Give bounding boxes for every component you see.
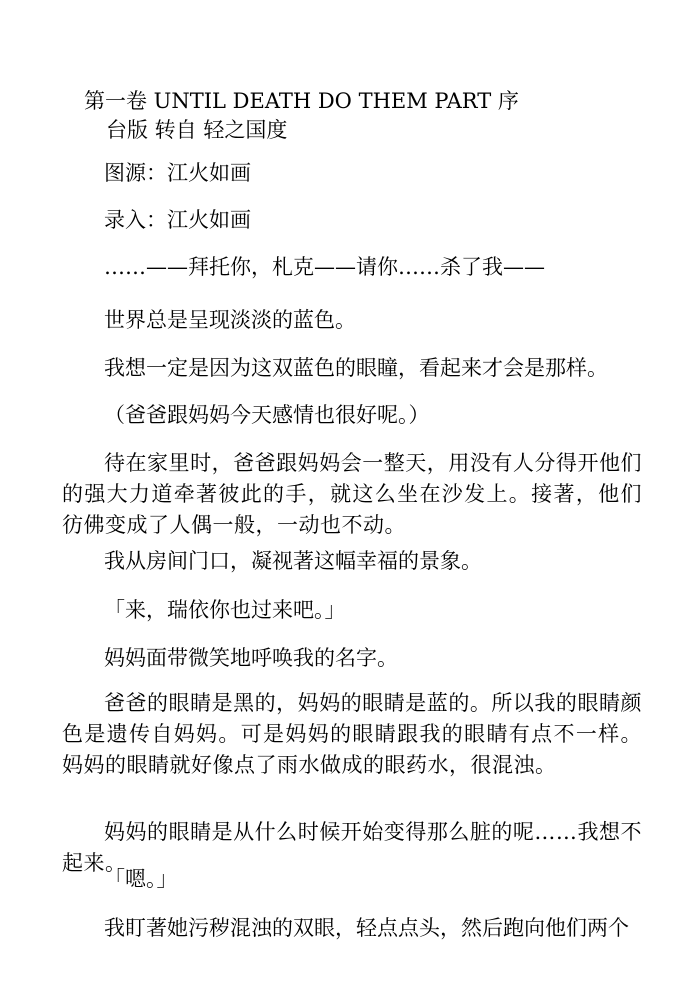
paragraph: 妈妈的眼睛是从什么时候开始变得那么脏的呢……我想不起来。 (62, 820, 642, 875)
edition-subtitle: 台版 转自 轻之国度 (106, 118, 288, 142)
paragraph: （爸爸跟妈妈今天感情也很好呢。） (104, 403, 430, 427)
paragraph: 待在家里时，爸爸跟妈妈会一整天，用没有人分得开他们的强大力道牵著彼此的手，就这么坐在沙发上。接著，他们彷佛变成了人偶一般，一动也不动。 (62, 451, 642, 537)
dialogue-line: 「来，瑞依你也过来吧。」 (104, 598, 346, 622)
typist-credit: 录入：江火如画 (104, 208, 251, 232)
paragraph: 我从房间门口，凝视著这幅幸福的景象。 (104, 549, 482, 573)
paragraph: 我想一定是因为这双蓝色的眼瞳，看起来才会是那样。 (104, 356, 608, 380)
paragraph: 我盯著她污秽混浊的双眼，轻点点头，然后跑向他们两个 (104, 916, 629, 940)
paragraph: ……——拜托你，札克——请你……杀了我—— (104, 255, 545, 279)
paragraph: 世界总是呈现淡淡的蓝色。 (104, 308, 356, 332)
image-source-credit: 图源：江火如画 (104, 161, 251, 185)
dialogue-line: 「嗯。」 (104, 867, 178, 891)
paragraph: 妈妈面带微笑地呼唤我的名字。 (104, 646, 398, 670)
paragraph: 爸爸的眼睛是黑的，妈妈的眼睛是蓝的。所以我的眼睛颜色是遗传自妈妈。可是妈妈的眼睛跟我的眼睛有点不一样。妈妈的眼睛就好像点了雨水做成的眼药水，很混浊。 (62, 691, 642, 777)
chapter-title: 第一卷 UNTIL DEATH DO THEM PART 序 (84, 89, 519, 113)
